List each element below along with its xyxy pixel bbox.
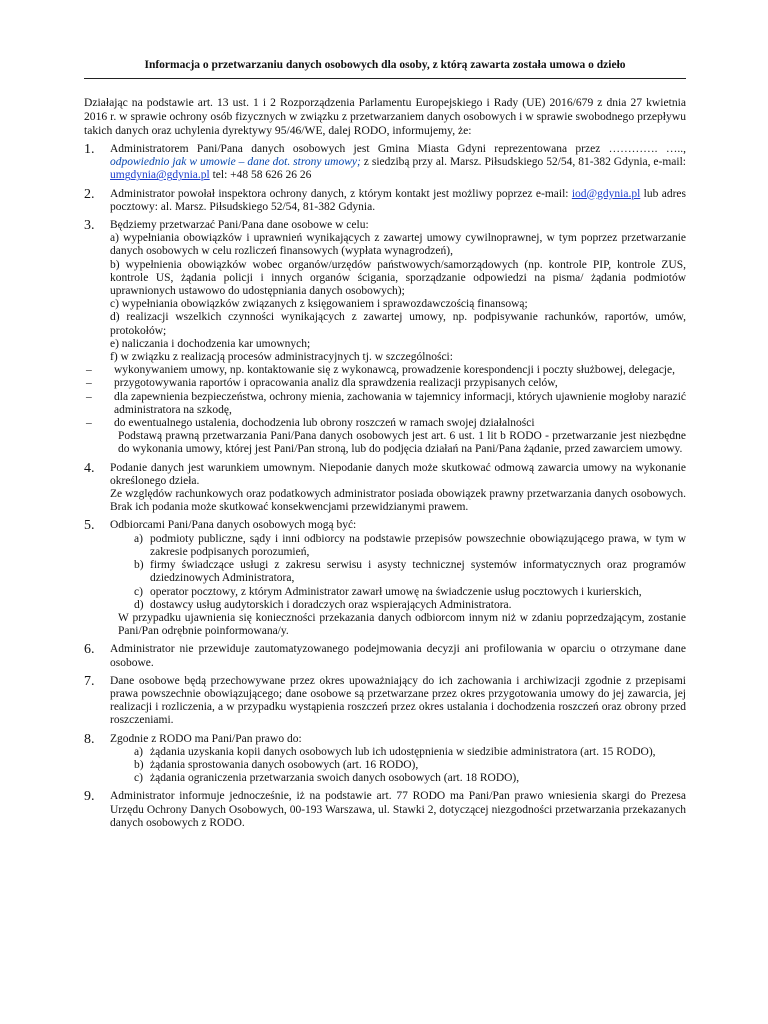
purpose-item: c) wypełniania obowiązków związanych z księgowaniem i sprawozdawczością finansową;: [110, 298, 528, 311]
section-number: 6.: [84, 642, 95, 658]
dash-item: [86, 391, 686, 417]
section-4-text-b: Ze względów rachunkowych oraz podatkowych administrator posiada obowiązek prawny przetwarzania danych osobowych. Brak ich podania może skutkować konsekwencjami przewidzianymi prawem.: [110, 488, 686, 514]
item-marker: b): [134, 559, 144, 572]
section-number: 1.: [84, 142, 95, 157]
postal-address-text: lub adres pocztowy: al. Marsz. Piłsudskiego 52/54, 81-382 Gdynia.: [110, 187, 686, 213]
section-8-lead: Zgodnie z RODO ma Pani/Pan prawo do:: [110, 732, 302, 745]
section-7: [84, 675, 686, 728]
purpose-item: b) wypełnienia obowiązków wobec organów/urzędów państwowych/samorządowych (np. kontrole PIP, kontrole ZUS, kontrole US, żądania policji i innych organów ścigania, sporządzanie odpowiedzi na pisma/ żądania podmiotów uprawnionych ustawowo do udostępniania danych osobowych);: [110, 258, 686, 298]
section-5-lead: Odbiorcami Pani/Pana danych osobowych mogą być:: [110, 519, 357, 532]
section-2: [84, 188, 686, 214]
item-marker: c): [134, 772, 143, 785]
dash-text: dla zapewnienia bezpieczeństwa, ochrony mienia, zachowania w tajemnicy informacji, których ujawnienie mogłoby narazić administratora na szkodę,: [114, 390, 686, 416]
section-5: [84, 519, 686, 638]
right-item: [110, 772, 686, 785]
intro-paragraph: Działając na podstawie art. 13 ust. 1 i 2 Rozporządzenia Parlamentu Europejskiego i Rady (UE) 2016/679 z dnia 27 kwietnia 2016 r. w sprawie ochrony osób fizycznych w związku z przetwarzaniem danych osobowych i w sprawie swobodnego przepływu takich danych oraz uchylenia dyrektywy 95/46/WE, dalej RODO, informujemy, że:: [84, 96, 686, 137]
section-3-lead: Będziemy przetwarzać Pani/Pana dane osobowe w celu:: [110, 219, 369, 232]
right-item: [110, 746, 686, 759]
section-number: 3.: [84, 218, 95, 234]
item-marker: a): [134, 532, 143, 545]
document-title: Informacja o przetwarzaniu danych osobowych dla osoby, z którą zawarta została umowa o dzieło: [84, 58, 686, 79]
section-1: [84, 143, 686, 183]
purpose-item: f) w związku z realizacją procesów administracyjnych tj. w szczególności:: [110, 351, 453, 364]
section-number: 8.: [84, 731, 95, 747]
section-5-tail: W przypadku ujawnienia się konieczności przekazania danych odbiorcom innym niż w zdaniu poprzedzającym, zostanie Pani/Pan odrębnie poinformowana/y.: [118, 611, 686, 638]
section-7-text: Dane osobowe będą przechowywane przez okres upoważniający do ich zachowania i archiwizacji zgodnie z przepisami prawa powszechnie obowiązującego; dane osobowe są przetwarzane przez okres przygotowania umowy do jej zawarcia, jej realizacji i rozliczenia, a w przypadku wystąpienia roszczeń przez okres ustalania i dochodzenia roszczeń oraz obrony przed roszczeniami.: [110, 674, 686, 727]
section-3: [84, 219, 686, 457]
section-6-text: Administrator nie przewiduje zautomatyzowanego podejmowania decyzji ani profilowania w oparciu o otrzymane dane osobowe.: [110, 643, 686, 669]
section-2-text: [110, 188, 686, 214]
legal-basis-text: Podstawą prawną przetwarzania Pani/Pana danych osobowych jest art. 6 ust. 1 lit b RODO - przetwarzanie jest niezbędne do wykonania umowy, której jest Pani/Pan stroną, lub do podjęcia działań na Pani/Pana żądanie, przed zawarciem umowy.: [118, 430, 686, 456]
dash-marker: –: [86, 377, 92, 390]
dash-item: [86, 417, 686, 430]
section-4: [84, 462, 686, 515]
dash-text: wykonywaniem umowy, np. kontaktowanie się z wykonawcą, prowadzenie korespondencji i poczty służbowej, delegacje,: [114, 364, 675, 377]
admin-email-link[interactable]: umgdynia@gdynia.pl: [110, 169, 210, 182]
item-text: firmy świadczące usługi z zakresu serwisu i asysty technicznej systemów informatycznych oraz programów dziedzinowych Administratora,: [150, 559, 686, 585]
item-marker: b): [134, 758, 144, 771]
dash-item: [86, 377, 686, 390]
section-4-text-a: Podanie danych jest warunkiem umownym. Niepodanie danych może skutkować odmową zawarcia umowy na wykonanie określonego dzieła.: [110, 461, 686, 487]
admin-text: Administratorem Pani/Pana danych osobowych jest Gmina Miasta Gdyni reprezentowana przez …………. …..,: [110, 143, 686, 155]
section-number: 4.: [84, 460, 95, 476]
dash-marker: –: [86, 417, 92, 430]
dash-text: do ewentualnego ustalenia, dochodzenia lub obrony roszczeń w ramach swojej działalności: [114, 417, 535, 430]
section-9-text: Administrator informuje jednocześnie, iż na podstawie art. 77 RODO ma Pani/Pan prawo wniesienia skargi do Prezesa Urzędu Ochrony Danych Osobowych, 00-193 Warszawa, ul. Stawki 2, dotyczącej niezgodności przetwarzania przekazanych danych osobowych z RODO.: [110, 790, 686, 829]
item-text: żądania sprostowania danych osobowych (art. 16 RODO),: [150, 758, 419, 771]
item-marker: d): [134, 598, 144, 611]
dash-list: [86, 364, 686, 430]
phone-text: tel: +48 58 626 26 26: [212, 169, 312, 182]
dash-text: przygotowywania raportów i opracowania analiz dla sprawdzenia realizacji przypisanych celów,: [114, 377, 558, 390]
section-1-text: [110, 143, 686, 183]
dash-item: [86, 364, 686, 377]
recipient-item: [110, 586, 686, 599]
section-number: 2.: [84, 186, 95, 202]
recipient-item: [110, 559, 686, 585]
item-text: dostawcy usług audytorskich i doradczych oraz wspierających Administratora.: [150, 598, 512, 611]
item-text: żądania ograniczenia przetwarzania swoich danych osobowych (art. 18 RODO),: [150, 772, 520, 785]
item-text: podmioty publiczne, sądy i inni odbiorcy na podstawie przepisów powszechnie obowiązującego prawa, w tym w zakresie podpisanych porozumień,: [150, 532, 686, 558]
item-marker: a): [134, 745, 143, 758]
section-9: [84, 790, 686, 830]
recipient-item: [110, 599, 686, 612]
right-item: [110, 759, 686, 772]
section-number: 9.: [84, 789, 95, 805]
purpose-item: e) naliczania i dochodzenia kar umownych;: [110, 337, 311, 350]
item-text: żądania uzyskania kopii danych osobowych lub ich udostępnienia w siedzibie administratora (art. 15 RODO),: [150, 745, 656, 758]
address-text: z siedzibą przy al. Marsz. Piłsudskiego 52/54, 81-382 Gdynia, e-mail:: [363, 156, 686, 169]
purpose-item: a) wypełniania obowiązków i uprawnień wynikających z zawartej umowy cywilnoprawnej, w tym poprzez przetwarzanie danych osobowych w celu rozliczeń finansowych (wypłata wynagrodzeń),: [110, 232, 686, 258]
iod-email-link[interactable]: iod@gdynia.pl: [571, 187, 641, 200]
section-number: 7.: [84, 673, 95, 689]
section-6: [84, 643, 686, 669]
recipient-item: [110, 533, 686, 559]
purpose-item: d) realizacji wszelkich czynności wynikających z zawartej umowy, np. podpisywanie rachunków, raportów, umów, protokołów;: [110, 311, 686, 337]
section-8: [84, 733, 686, 786]
iod-text: Administrator powołał inspektora ochrony danych, z którym kontakt jest możliwy poprzez e-mail:: [110, 187, 569, 200]
section-number: 5.: [84, 518, 95, 534]
document-page: [84, 58, 686, 830]
item-text: operator pocztowy, z którym Administrator zawarł umowę na świadczenie usług pocztowych i kurierskich,: [150, 585, 642, 598]
dash-marker: –: [86, 364, 92, 377]
dash-marker: –: [86, 390, 92, 403]
item-marker: c): [134, 585, 143, 598]
italic-note: odpowiednio jak w umowie – dane dot. strony umowy;: [110, 156, 361, 169]
